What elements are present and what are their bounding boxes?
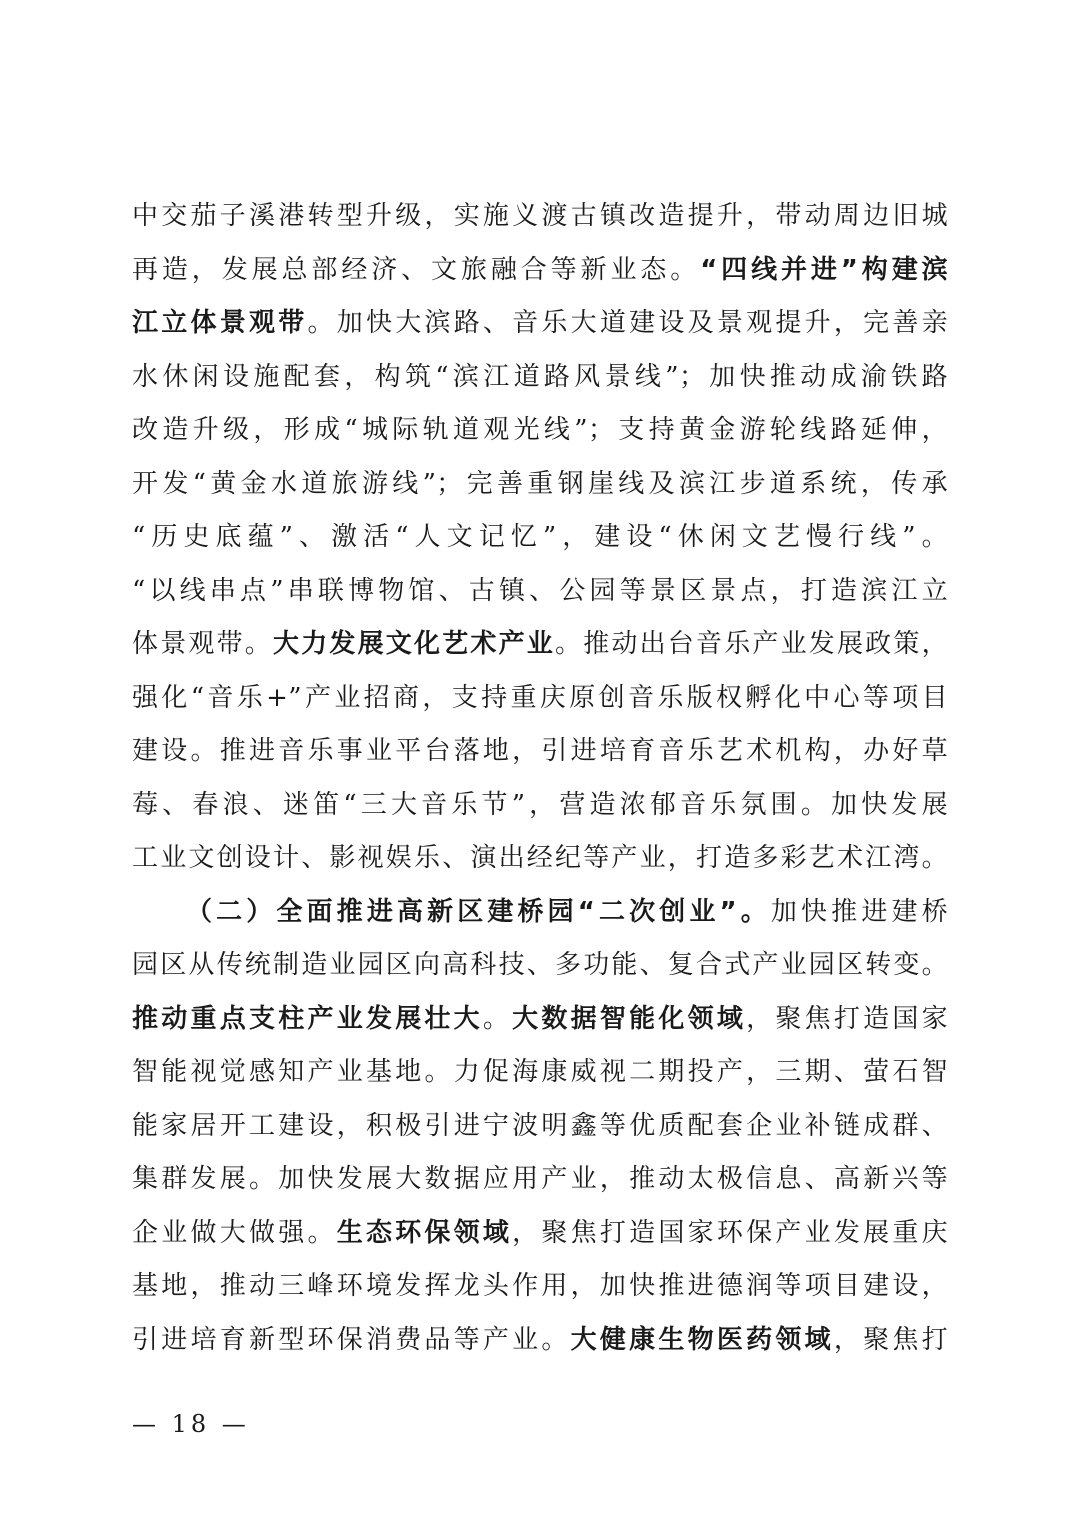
text-line (132, 1153, 948, 1207)
text-line (132, 511, 948, 565)
text-segment: 加快推进建桥 (770, 896, 948, 927)
text-line (132, 1314, 948, 1368)
bold-text-segment: 大数据智能化领域 (512, 1003, 747, 1034)
text-segment: ，聚焦打造国家环保产业发展重庆 (512, 1217, 948, 1248)
text-segment: 园区从传统制造业园区向高科技、多功能、复合式产业园区转变。 (132, 950, 948, 980)
text-line (132, 779, 948, 833)
text-segment: 。 (482, 1003, 513, 1034)
text-segment: 开发“黄金水道旅游线”；完善重钢崖线及滨江步道系统，传承 (132, 468, 948, 499)
text-segment: 莓、春浪、迷笛“三大音乐节”，营造浓郁音乐氛围。加快发展 (132, 789, 948, 820)
text-line (132, 886, 948, 940)
text-segment: 集群发展。加快发展大数据应用产业，推动太极信息、高新兴等 (132, 1164, 948, 1194)
text-line (132, 725, 948, 779)
text-line (132, 993, 948, 1047)
text-segment: 引进培育新型环保消费品等产业。 (132, 1324, 571, 1355)
text-line (132, 1046, 948, 1100)
text-segment: ，聚焦打造国家 (746, 1003, 948, 1034)
text-segment: “历史底蕴”、激活“人文记忆”，建设“休闲文艺慢行线”。 (132, 522, 948, 552)
text-line (132, 1100, 948, 1154)
text-line (132, 939, 948, 993)
text-segment: 建设。推进音乐事业平台落地，引进培育音乐艺术机构，办好草 (132, 736, 948, 766)
text-line (132, 832, 948, 886)
text-line (132, 672, 948, 726)
body-text (132, 190, 948, 1367)
bold-text-segment: （二）全面推进高新区建桥园“二次创业”。 (186, 896, 771, 927)
text-line (132, 618, 948, 672)
text-segment: 再造，发展总部经济、文旅融合等新业态。 (132, 254, 701, 285)
text-segment: 中交茄子溪港转型升级，实施义渡古镇改造提升，带动周边旧城 (132, 201, 948, 231)
bold-text-segment: 大健康生物医药领域 (570, 1324, 834, 1355)
text-line (132, 297, 948, 351)
text-segment: 强化“音乐+”产业招商，支持重庆原创音乐版权孵化中心等项目 (132, 682, 948, 713)
text-segment: 工业文创设计、影视娱乐、演出经纪等产业，打造多彩艺术江湾。 (132, 843, 948, 873)
bold-text-segment: 生态环保领域 (336, 1217, 513, 1248)
text-line (132, 458, 948, 512)
text-segment: 基地，推动三峰环境发挥龙头作用，加快推进德润等项目建设， (132, 1271, 948, 1301)
bold-text-segment: 江立体景观带 (132, 308, 308, 338)
bold-text-segment: “四线并进”构建滨 (700, 254, 948, 285)
text-segment: 体景观带。 (132, 629, 273, 659)
text-line (132, 351, 948, 405)
text-segment: ，聚焦打 (833, 1324, 948, 1355)
text-segment: 能家居开工建设，积极引进宁波明鑫等优质配套企业补链成群、 (132, 1110, 948, 1141)
page-number: — 18 — (132, 1410, 250, 1438)
text-segment: 。加快大滨路、音乐大道建设及景观提升，完善亲 (307, 308, 948, 338)
bold-text-segment: 推动重点支柱产业发展壮大 (132, 1003, 483, 1034)
text-segment: 企业做大做强。 (132, 1217, 337, 1248)
text-line (132, 244, 948, 298)
text-segment: 水休闲设施配套，构筑“滨江道路风景线”；加快推动成渝铁路 (132, 361, 948, 392)
bold-text-segment: 大力发展文化艺术产业 (273, 629, 555, 659)
text-segment: 智能视觉感知产业基地。力促海康威视二期投产，三期、萤石智 (132, 1057, 948, 1087)
text-segment: “以线串点”串联博物馆、古镇、公园等景区景点，打造滨江立 (132, 575, 948, 606)
text-line (132, 190, 948, 244)
text-segment: 。推动出台音乐产业发展政策， (555, 629, 948, 659)
text-segment: 改造升级，形成“城际轨道观光线”；支持黄金游轮线路延伸， (132, 415, 948, 445)
text-line (132, 1207, 948, 1261)
text-line (132, 1260, 948, 1314)
text-line (132, 565, 948, 619)
text-line (132, 404, 948, 458)
